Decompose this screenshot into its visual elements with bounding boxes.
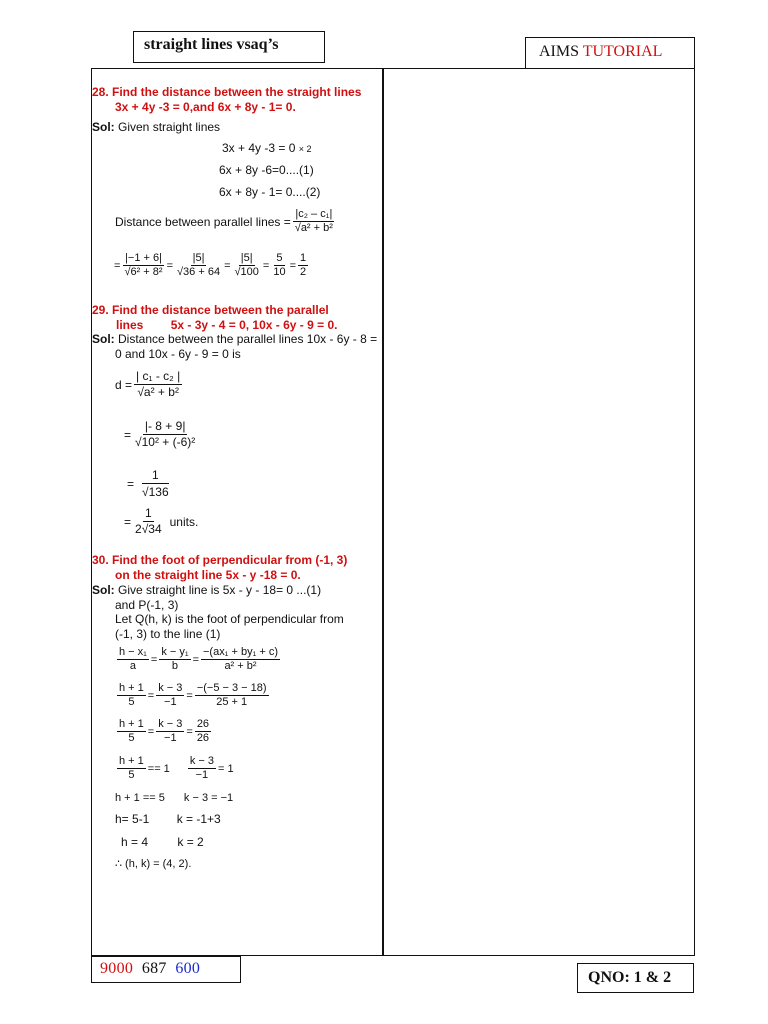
q29-frac-2 [133,419,197,450]
eq-sign: = [124,427,132,442]
frac-den: 5 [128,769,135,781]
frac-num: k − 3 [158,718,183,730]
q28-distance-label: Distance between parallel lines = [115,214,291,229]
q28-frac-2 [175,252,222,279]
q29-solution-line-2: 0 and 10x - 6y - 9 = 0 is [115,347,241,361]
frac-den: √a² + b² [137,385,179,399]
q29-units: units. [169,514,199,529]
frac-den: √10² + (-6)² [135,435,196,449]
q30-r2-frac-b [156,682,184,709]
brand-highlight: TUTORIAL [582,43,663,60]
frac-den: a² + b² [224,660,257,672]
frac-num: |- 8 + 9| [144,419,186,433]
q28-calculation [114,252,310,279]
frac-num: |5| [240,252,253,264]
q29-step-2 [124,419,199,450]
q30-row-4 [115,755,234,782]
q30-row-1 [115,646,282,673]
q29-question-line-2 [116,318,337,332]
frac-num: | c₁ - c₂ | [136,369,181,383]
q30-let-q-1: Let Q(h, k) is the foot of perpendicular from [115,612,344,626]
frac-den: −1 [164,696,177,708]
phone-number-box [91,956,241,983]
q30-row-6 [115,812,221,826]
eq-sign: = [147,689,155,702]
q30-r5-a: h + 1 == 5 [115,792,165,804]
q29-step-3 [127,467,173,500]
sol-text: Distance between the parallel lines 10x - 6y - 8 = [114,332,378,346]
frac-num: h − x₁ [119,646,147,658]
q30-conclusion: ∴ (h, k) = (4, 2). [115,858,192,870]
phone-part-3: 600 [175,960,201,977]
q30-r4-frac-a [117,755,146,782]
frac-den: −1 [195,769,209,781]
q30-r2-frac-c [195,682,269,709]
q30-r7-a: h = 4 [121,835,149,849]
frac-num: h + 1 [119,682,144,694]
q29-d-label: d = [115,377,133,392]
q30-row-7 [121,835,204,849]
q28-frac-1 [122,252,164,279]
q28-line-1 [222,141,312,155]
sol-label: Sol: [92,583,115,597]
q28-question-line-1: 28. Find the distance between the straight lines [92,85,362,99]
frac-den: 2√34 [135,522,162,536]
q30-r4-rhs-a: == 1 [147,762,170,775]
frac-num: 1 [300,252,307,264]
q29-step-1 [115,369,184,400]
frac-num: 5 [276,252,283,264]
q30-r3-frac-a [117,718,146,745]
q30-r1-frac-b [159,646,190,673]
q29-lines-word: lines [116,318,144,332]
eq-sign: = [147,725,155,738]
frac-den: a [129,660,136,672]
q29-question-line-1: 29. Find the distance between the parallel [92,303,329,317]
q28-frac-4 [271,252,287,279]
q30-r3-frac-c [195,718,211,745]
q30-question-line-1: 30. Find the foot of perpendicular from (-1, 3) [92,553,348,567]
q30-r2-frac-a [117,682,146,709]
q30-point-p: and P(-1, 3) [115,598,179,612]
page-title: straight lines vsaq’s [133,31,325,63]
sol-text: Give straight line is 5x - y - 18= 0 ...(1) [114,583,322,597]
eq-sign: = [166,259,174,272]
q28-line-1-times: × 2 [298,144,312,154]
q28-distance-formula [115,208,337,235]
q28-line-1-eq: 3x + 4y -3 = 0 [222,141,296,155]
frac-num: 1 [142,467,169,484]
q28-frac-3 [233,252,261,279]
frac-den: 2 [300,266,307,278]
eq-sign: = [192,653,199,666]
question-number-box: QNO: 1 & 2 [577,963,694,993]
frac-den: 10 [273,266,286,278]
eq-sign: = [289,259,297,272]
frac-den: b [171,660,178,672]
phone-part-1: 9000 [100,960,134,977]
frac-den: √100 [234,266,259,278]
q30-r5-b: k − 3 = −1 [183,792,234,804]
q30-row-2 [115,682,271,709]
frac-num: k − 3 [189,755,214,767]
q28-line-3: 6x + 8y - 1= 0....(2) [219,185,321,199]
frac-den: √a² + b² [294,222,333,234]
q28-line-2: 6x + 8y -6=0....(1) [219,163,314,177]
q30-r6-b: k = -1+3 [176,812,221,826]
q28-frac-5 [298,252,308,279]
frac-den: 5 [128,732,135,744]
frac-num: |−1 + 6| [125,252,162,264]
q28-question-line-2: 3x + 4y -3 = 0,and 6x + 8y - 1= 0. [115,100,296,114]
sol-text: Given straight lines [114,120,221,134]
q30-r4-frac-b [188,755,216,782]
sol-label: Sol: [92,120,115,134]
eq-sign: = [114,259,121,272]
eq-sign: = [124,514,132,529]
q30-r4-rhs-b: = 1 [217,762,234,775]
q30-question-line-2: on the straight line 5x - y -18 = 0. [115,568,301,582]
q30-row-5 [115,792,233,804]
sol-label: Sol: [92,332,115,346]
eq-sign: = [186,689,193,702]
frac-num: 26 [196,718,210,730]
q28-formula-fraction [293,208,335,235]
q30-r1-frac-a [117,646,149,673]
frac-num: |5| [192,252,205,264]
frac-num: |c₂ – c₁| [295,208,333,220]
frac-den: √36 + 64 [177,266,221,278]
phone-part-2: 687 [141,960,167,977]
frac-num: k − 3 [158,682,183,694]
brand-box [525,37,695,69]
q29-step-4 [124,506,198,537]
q29-frac-1 [134,369,182,400]
eq-sign: = [150,653,158,666]
q30-r1-frac-c [201,646,280,673]
q30-row-3 [115,718,213,745]
frac-num: h + 1 [119,755,144,767]
eq-sign: = [127,476,135,491]
frac-den: 25 + 1 [216,696,248,708]
frac-num: −(−5 − 3 − 18) [196,682,267,694]
frac-num: k − y₁ [161,646,189,658]
frac-den: √136 [142,485,169,499]
eq-sign: = [224,259,231,272]
frac-den: −1 [164,732,177,744]
q30-r7-b: k = 2 [177,835,204,849]
frac-num: 1 [144,506,152,520]
frac-den: √6² + 8² [124,266,163,278]
frac-num: −(ax₁ + by₁ + c) [203,646,278,658]
frac-den: 26 [196,732,210,744]
q29-solution-intro [92,332,377,346]
eq-sign: = [186,725,193,738]
q29-frac-4 [133,506,164,537]
right-column [383,68,695,956]
q30-let-q-2: (-1, 3) to the line (1) [115,627,221,641]
q28-solution-intro [92,120,220,134]
q30-r3-frac-b [156,718,184,745]
frac-den: 5 [128,696,135,708]
eq-sign: = [262,259,270,272]
frac-num: h + 1 [119,718,144,730]
q30-solution-intro [92,583,321,597]
q30-r6-a: h= 5-1 [115,812,150,826]
q29-frac-3 [140,467,171,500]
brand-name: AIMS [539,43,583,60]
q29-lines-equations: 5x - 3y - 4 = 0, 10x - 6y - 9 = 0. [170,318,338,332]
